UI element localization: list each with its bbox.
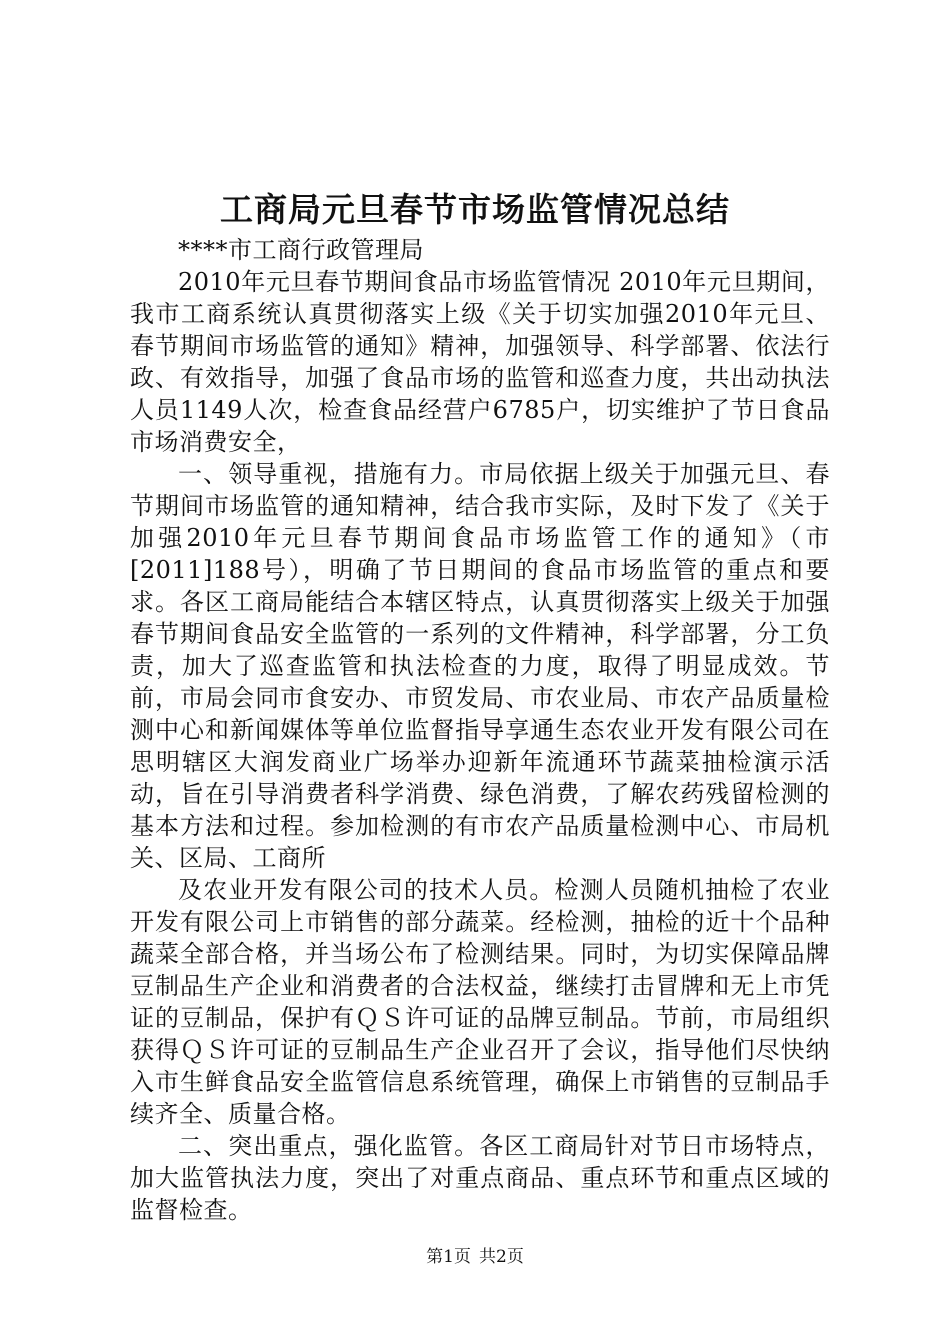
paragraph-section-one: 一、领导重视，措施有力。市局依据上级关于加强元旦、春节期间市场监管的通知精神，结合我市实际，及时下发了《关于加强2010年元旦春节期间食品市场监管工作的通知》（市[2011]188号），明确了节日期间的食品市场监管的重点和要求。各区工商局能结合本辖区特点，认真贯彻落实上级关于加强春节期间食品安全监管的一系列的文件精神，科学部署，分工负责，加大了巡查监管和执法检查的力度，取得了明显成效。节前，市局会同市食安办、市贸发局、市农业局、市农产品质量检测中心和新闻媒体等单位监督指导享通生态农业开发有限公司在思明辖区大润发商业广场举办迎新年流通环节蔬菜抽检演示活动，旨在引导消费者科学消费、绿色消费，了解农药残留检测的基本方法和过程。参加检测的有市农产品质量检测中心、市局机关、区局、工商所	[130, 460, 830, 872]
page-footer	[0, 1245, 950, 1269]
paragraph-section-two: 二、突出重点，强化监管。各区工商局针对节日市场特点，加大监管执法力度，突出了对重点商品、重点环节和重点区域的监督检查。	[130, 1132, 830, 1224]
document-body	[130, 234, 830, 1226]
page-number: 第1页	[426, 1247, 471, 1267]
paragraph-intro: 2010年元旦春节期间食品市场监管情况 2010年元旦期间，我市工商系统认真贯彻落实上级《关于切实加强2010年元旦、春节期间市场监管的通知》精神，加强领导、科学部署、依法行政、有效指导，加强了食品市场的监管和巡查力度，共出动执法人员1149人次，检查食品经营户6785户，切实维护了节日食品市场消费安全，	[130, 268, 830, 456]
page-title: 工商局元旦春节市场监管情况总结	[220, 190, 730, 229]
page-count: 共2页	[479, 1247, 524, 1267]
paragraph-section-one-continued: 及农业开发有限公司的技术人员。检测人员随机抽检了农业开发有限公司上市销售的部分蔬菜。经检测，抽检的近十个品种蔬菜全部合格，并当场公布了检测结果。同时，为切实保障品牌豆制品生产企业和消费者的合法权益，继续打击冒牌和无上市凭证的豆制品，保护有ＱＳ许可证的品牌豆制品。节前，市局组织获得ＱＳ许可证的豆制品生产企业召开了会议，指导他们尽快纳入市生鲜食品安全监管信息系统管理，确保上市销售的豆制品手续齐全、质量合格。	[130, 876, 830, 1128]
document-author: ****市工商行政管理局	[178, 236, 424, 264]
